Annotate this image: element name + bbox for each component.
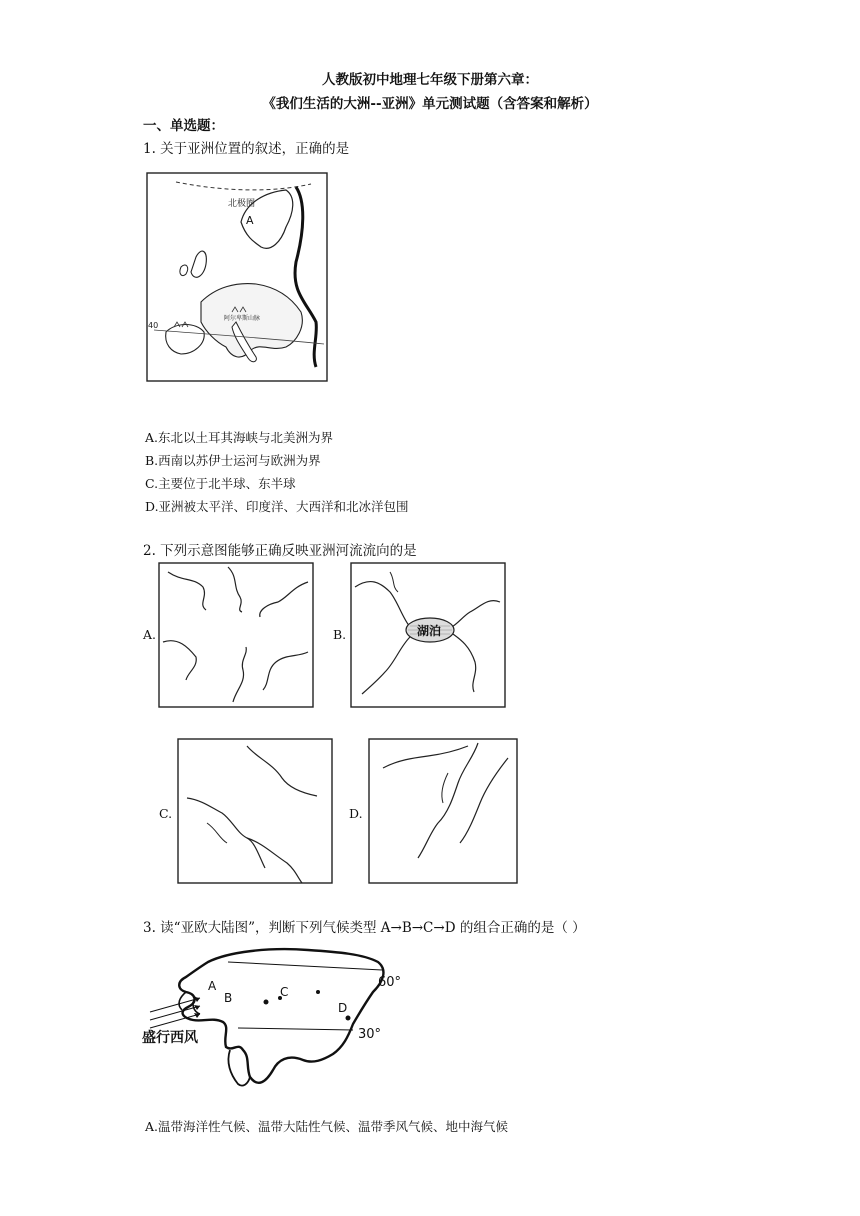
map-label-d: D [338, 1001, 348, 1015]
map-label-prevailing-westerlies: 盛行西风 [142, 1030, 198, 1046]
question-1-option-c: C.主要位于北半球、东半球 [145, 476, 296, 491]
map-label-a: A [208, 979, 217, 993]
map-label-b: B [224, 991, 233, 1005]
map-label-latitude-40: 40 [148, 321, 159, 330]
question-2-label-c: C. [159, 806, 173, 821]
question-1-europe-map [146, 172, 328, 382]
question-2-label-a: A. [143, 627, 157, 642]
question-2-diagram-d [368, 738, 518, 884]
question-2-diagram-b [350, 562, 506, 708]
document-title-line1: 人教版初中地理七年级下册第六章： [322, 72, 538, 88]
question-2-stem: 2. 下列示意图能够正确反映亚洲河流流向的是 [143, 543, 417, 559]
question-2-label-b: B. [333, 627, 347, 642]
document-title-line2: 《我们生活的大洲--亚洲》单元测试题（含答案和解析） [262, 96, 598, 112]
map-label-c: C [280, 985, 289, 999]
map-label-point-a: A [246, 214, 254, 227]
question-2-diagram-a [158, 562, 314, 708]
question-1-option-d: D.亚洲被太平洋、印度洋、大西洋和北冰洋包围 [145, 499, 409, 514]
section-heading: 一、单选题： [143, 118, 224, 134]
map-label-arctic-circle: 北极圈 [228, 199, 256, 209]
question-2-diagram-c [177, 738, 333, 884]
lake-label: 湖泊 [417, 624, 442, 638]
question-1-stem: 1. 关于亚洲位置的叙述，正确的是 [143, 141, 350, 157]
question-3-stem: 3. 读“亚欧大陆图”，判断下列气候类型 A→B→C→D 的组合正确的是（ ） [143, 920, 586, 936]
question-3-option-a: A.温带海洋性气候、温带大陆性气候、温带季风气候、地中海气候 [145, 1119, 509, 1134]
question-3-eurasia-map [138, 942, 402, 1092]
question-1-option-a: A.东北以土耳其海峡与北美洲为界 [145, 430, 334, 445]
map-label-lat-60: 60° [378, 975, 402, 990]
map-label-alps: 阿尔卑斯山脉 [224, 315, 261, 322]
map-label-lat-30: 30° [358, 1027, 382, 1042]
question-2-label-d: D. [349, 806, 363, 821]
question-1-option-b: B.西南以苏伊士运河与欧洲为界 [145, 453, 321, 468]
